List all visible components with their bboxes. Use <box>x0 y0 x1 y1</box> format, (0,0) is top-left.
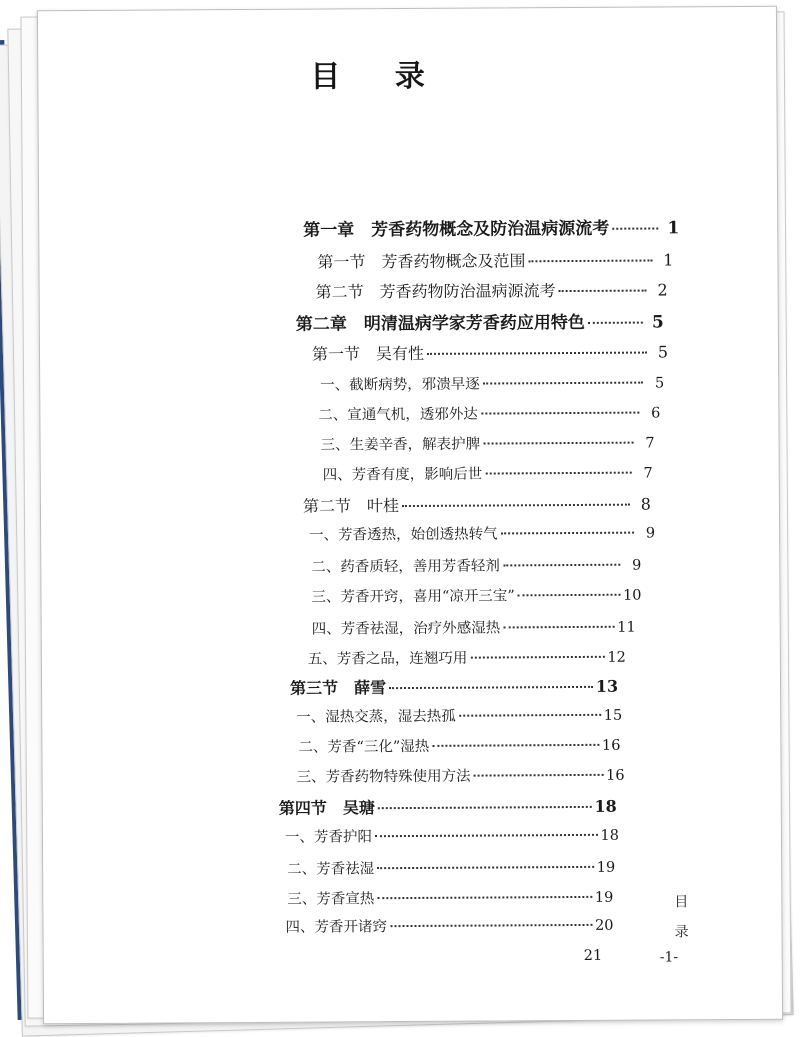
toc-dot-leader <box>474 774 604 777</box>
toc-entry <box>287 886 613 909</box>
toc-entry-page: 5 <box>651 312 664 333</box>
toc-entry-label: 四、芳香有度，影响后世 <box>322 466 483 484</box>
toc-entry-page: 6 <box>651 405 661 422</box>
toc-entry <box>296 307 664 334</box>
toc-entry-page: 15 <box>603 707 623 724</box>
toc-entry <box>303 492 651 517</box>
toc-dot-leader <box>375 834 598 837</box>
toc-dot-leader <box>559 290 647 293</box>
toc-entry-label: 第一节 吴有性 <box>311 343 425 364</box>
toc-entry-label: 第二节 叶桂 <box>302 496 400 516</box>
toc-entry <box>321 432 655 455</box>
toc-dot-leader <box>390 924 592 927</box>
toc-dot-leader <box>485 472 632 475</box>
toc-dot-leader <box>470 656 604 659</box>
toc-dot-leader <box>588 322 643 324</box>
toc-entry-page: 5 <box>654 375 665 392</box>
toc-entry-label: 二、宣通气机，透邪外达 <box>318 406 478 424</box>
toc-entry-label: 四、芳香开诸窍 <box>285 919 388 936</box>
toc-entry-page: 5 <box>657 342 669 362</box>
side-section-mark: 目 录 <box>674 894 689 941</box>
toc-entry <box>311 554 641 577</box>
toc-entry-label: 三、芳香开窍，喜用“凉开三宝” <box>311 588 515 606</box>
toc-trailing-page-number: 21 <box>583 947 603 964</box>
toc-dot-leader <box>389 686 593 689</box>
toc-dot-leader <box>503 626 614 629</box>
toc-dot-leader <box>518 594 620 597</box>
toc-entry-page: 12 <box>607 649 626 666</box>
toc-entry <box>296 704 622 727</box>
toc-entry-page: 8 <box>640 494 651 514</box>
toc-dot-leader <box>481 412 640 415</box>
toc-entry-label: 二、芳香祛湿 <box>287 861 375 878</box>
toc-entry <box>320 371 664 394</box>
toc-dot-leader <box>459 714 601 717</box>
toc-dot-leader <box>483 382 644 385</box>
toc-entry-label: 三、生姜辛香，解表护脾 <box>320 436 481 454</box>
toc-entry-label: 第一章 芳香药物概念及防治温病源流考 <box>303 218 610 241</box>
toc-entry-page: 9 <box>645 525 656 542</box>
toc-entry-label: 四、芳香祛湿，治疗外感湿热 <box>311 620 501 638</box>
toc-entry <box>312 339 668 364</box>
page-number: -1- <box>659 949 679 966</box>
toc-dot-leader <box>377 866 594 869</box>
toc-entry <box>287 856 615 879</box>
toc-entry-label: 一、截断病势，邪溃早逐 <box>320 376 480 394</box>
toc-entry-label: 三、芳香药物特殊使用方法 <box>296 768 471 786</box>
toc-entry-page: 16 <box>606 767 625 784</box>
toc-dot-leader <box>528 260 652 263</box>
toc-entry-label: 第四节 吴瑭 <box>278 798 375 818</box>
toc-entry <box>312 616 636 639</box>
toc-entry-page: 16 <box>601 737 621 754</box>
toc-dot-leader <box>432 744 599 747</box>
toc-entry-label: 二、药香质轻，善用芳香轻剂 <box>311 558 500 576</box>
toc-entry-page: 18 <box>594 796 617 816</box>
toc-entry-page: 1 <box>667 218 680 239</box>
toc-dot-leader <box>377 896 592 899</box>
toc-entry <box>298 734 620 757</box>
toc-dot-leader <box>612 227 658 229</box>
toc-entry <box>290 674 618 699</box>
toc-entry-label: 二、芳香“三化”湿热 <box>298 738 430 756</box>
toc-entry <box>297 764 625 787</box>
toc-entry-label: 一、湿热交蒸，湿去热孤 <box>296 708 456 726</box>
toc-entry-label: 一、芳香护阳 <box>284 829 373 846</box>
page-title: 目 录 <box>310 58 447 95</box>
toc-entry <box>323 462 653 485</box>
toc-entry-page: 7 <box>643 465 653 482</box>
toc-entry-label: 第一节 芳香药物概念及范围 <box>317 251 526 272</box>
toc-entry-label: 第三节 薛雪 <box>289 678 387 698</box>
toc-entry-page: 13 <box>595 676 619 696</box>
toc-entry <box>285 824 619 847</box>
toc-dot-leader <box>427 352 647 355</box>
toc-entry-label: 第二章 明清温病学家芳香药应用特色 <box>295 312 585 335</box>
toc-entry <box>317 247 673 272</box>
toc-entry <box>285 914 613 937</box>
toc-entry <box>316 277 668 302</box>
toc-entry-page: 20 <box>595 917 614 934</box>
toc-entry-page: 11 <box>617 619 636 636</box>
toc-entry <box>303 213 679 240</box>
toc-entry <box>311 584 641 607</box>
toc-entry-page: 2 <box>657 280 668 300</box>
toc-entry-page: 10 <box>622 587 642 604</box>
toc-entry-page: 18 <box>600 827 620 844</box>
toc-dot-leader <box>402 504 630 507</box>
toc-entry-page: 19 <box>594 889 614 906</box>
toc-entry-page: 9 <box>632 557 642 574</box>
toc-entry <box>308 646 626 669</box>
toc-dot-leader <box>501 532 635 535</box>
toc-entry-page: 1 <box>663 250 674 270</box>
toc-entry-label: 第二节 芳香药物防治温病源流考 <box>315 281 556 302</box>
document-page <box>37 6 783 1025</box>
toc-entry <box>318 401 660 424</box>
toc-dot-leader <box>378 806 592 809</box>
toc-dot-leader <box>483 442 634 445</box>
toc-dot-leader <box>503 564 621 567</box>
toc-entry-page: 19 <box>596 859 616 876</box>
toc-entry-label: 三、芳香宣热 <box>287 891 375 908</box>
toc-entry-page: 7 <box>645 435 655 452</box>
toc-entry-label: 五、芳香之品，连翘巧用 <box>307 650 468 668</box>
toc-entry <box>309 522 655 545</box>
toc-entry <box>279 794 617 819</box>
toc-entry-label: 一、芳香透热，始创透热转气 <box>309 526 498 544</box>
